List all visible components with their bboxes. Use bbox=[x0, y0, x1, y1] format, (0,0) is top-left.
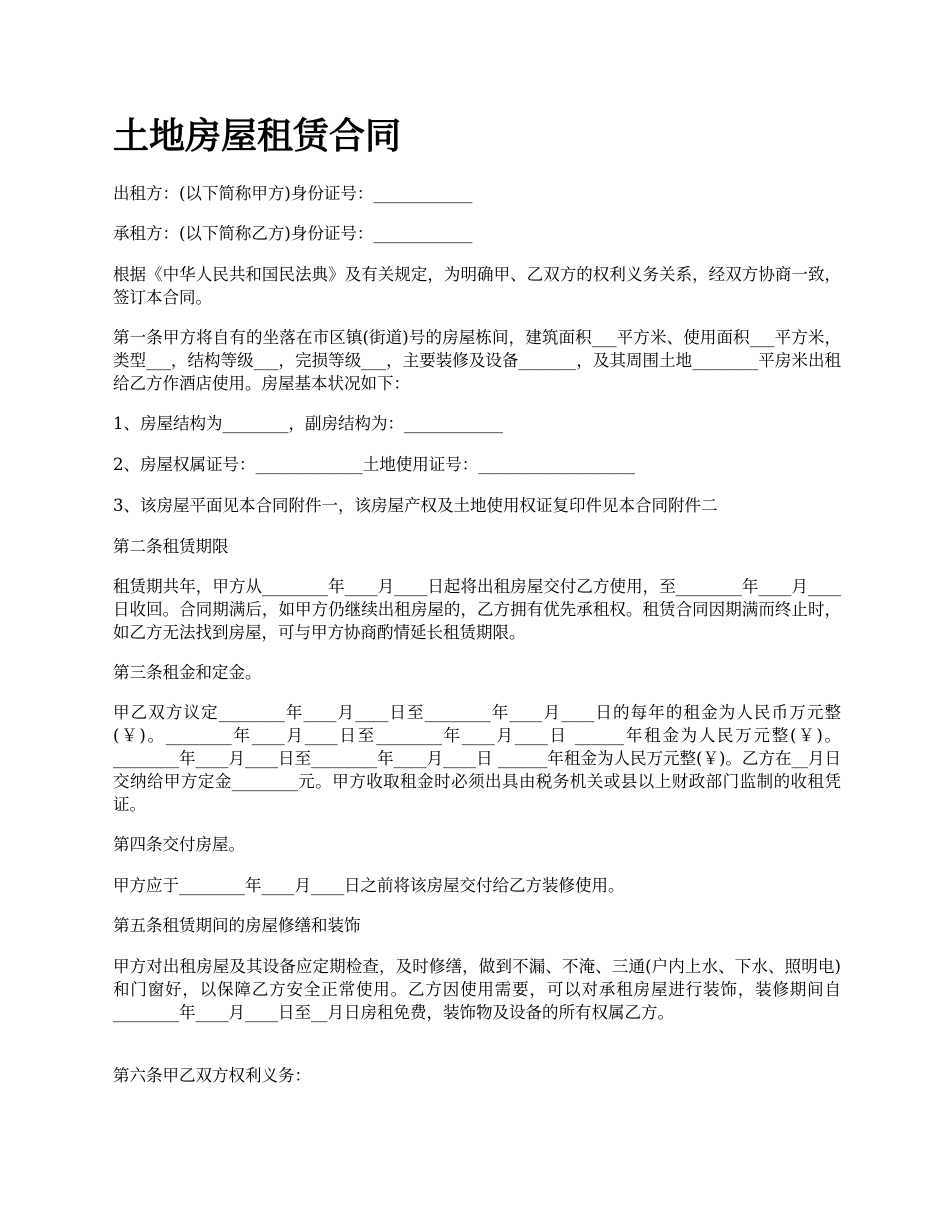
article-3-heading: 第三条租金和定金。 bbox=[113, 663, 262, 682]
house-structure-line: 1、房屋结构为________，副房结构为：____________ bbox=[113, 414, 503, 433]
article-2-heading: 第二条租赁期限 bbox=[113, 537, 229, 556]
article-5-heading: 第五条租赁期间的房屋修缮和装饰 bbox=[113, 916, 361, 935]
article-6-heading: 第六条甲乙双方权利义务： bbox=[113, 1066, 311, 1085]
article-1-paragraph: 第一条甲方将自有的坐落在市区镇(街道)号的房屋栋间，建筑面积___平方米、使用面积___平方米，类型___，结构等级___，完损等级___，主要装修及设备_______，及其周围土地________平房米出租给乙方作酒店使用。房屋基本状况如下： bbox=[113, 328, 841, 393]
ownership-certificate-line: 2、房屋权属证号：_____________土地使用证号：___________________ bbox=[113, 455, 635, 474]
lessee-line: 承租方：(以下简称乙方)身份证号：____________ bbox=[113, 224, 473, 243]
document-title: 土地房屋租赁合同 bbox=[113, 115, 402, 157]
delivery-paragraph: 甲方应于________年____月____日之前将该房屋交付给乙方装修使用。 bbox=[113, 876, 625, 895]
lease-term-paragraph: 租赁期共年，甲方从________年____月____日起将出租房屋交付乙方使用，至________年____月____日收回。合同期满后，如甲方仍继续出租房屋的，乙方拥有优先承租权。租赁合同因期满而终止时，如乙方无法找到房屋，可与甲方协商酌情延长租赁期限。 bbox=[113, 577, 842, 642]
lessor-line: 出租方：(以下简称甲方)身份证号：____________ bbox=[113, 184, 473, 203]
rent-deposit-paragraph: 甲乙双方议定________年____月____日至________年____月____日的每年的租金为人民币万元整(￥)。________年____月____日至________年____月____日 ______年租金为人民万元整(￥)。________年____月____日至________年____月____日 ______年租金为人民万元整(￥)。乙方在__月日交纳给甲方定金________元。甲方收取租金时必须出具由税务机关或县以上财政部门监制的收租凭证。 bbox=[113, 703, 841, 814]
attachment-line: 3、该房屋平面见本合同附件一，该房屋产权及土地使用权证复印件见本合同附件二 bbox=[113, 496, 718, 515]
maintenance-paragraph: 甲方对出租房屋及其设备应定期检查，及时修缮，做到不漏、不淹、三通(户内上水、下水、照明电)和门窗好，以保障乙方安全正常使用。乙方因使用需要，可以对承租房屋进行装饰，装修期间自________年____月____日至__月日房租免费，装饰物及设备的所有权属乙方。 bbox=[113, 957, 841, 1022]
article-4-heading: 第四条交付房屋。 bbox=[113, 835, 245, 854]
preamble-paragraph: 根据《中华人民共和国民法典》及有关规定，为明确甲、乙双方的权利义务关系，经双方协商一致，签订本合同。 bbox=[113, 265, 841, 307]
